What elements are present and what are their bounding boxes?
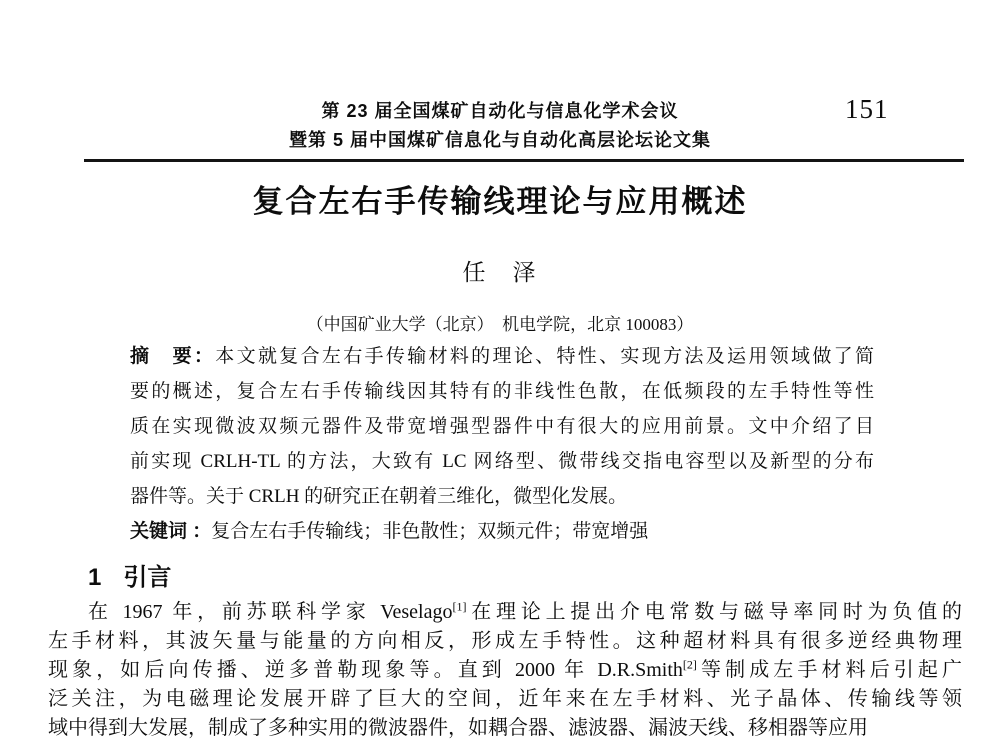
body-line-5-clipped: 域中得到大发展，制成了多种实用的微波器件，如耦合器、滤波器、漏波天线、移相器等应用 (48, 717, 868, 739)
abstract-line-1-text: 本文就复合左右手传输材料的理论、特性、实现方法及运用领域做了简 (215, 346, 874, 367)
body-line-1 (48, 598, 962, 627)
body-line-3 (48, 656, 962, 685)
body-line-2: 左手材料，其波矢量与能量的方向相反，形成左手特性。这种超材料具有很多逆经典物理 (48, 630, 962, 652)
keywords-text: 复合左右手传输线；非色散性；双频元件；带宽增强 (211, 521, 649, 542)
citation-ref-2: [2] (682, 657, 697, 672)
conference-title-line2: 暨第 5 届中国煤矿信息化与自动化高层论坛论文集 (288, 130, 711, 150)
author-name: 任 泽 (462, 260, 538, 285)
section-title: 引言 (123, 564, 172, 591)
body-line-1-rest: 在理论上提出介电常数与磁导率同时为负值的 (466, 601, 962, 623)
abstract-line-4: 前实现 CRLH-TL 的方法，大致有 LC 网络型、微带线交指电容型以及新型的分布 (130, 451, 874, 472)
citation-ref-1: [1] (452, 599, 467, 614)
keywords-line (130, 514, 874, 549)
section-heading (88, 557, 171, 592)
abstract-line-5: 器件等。关于 CRLH 的研究正在朝着三维化，微型化发展。 (130, 486, 628, 507)
abstract-label: 摘 要： (130, 346, 216, 367)
article-title: 复合左右手传输线理论与应用概述 (252, 184, 748, 219)
header-rule (84, 159, 964, 162)
conference-title-line1: 第 23 届全国煤矿自动化与信息化学术会议 (321, 101, 679, 121)
abstract-block (130, 339, 874, 549)
abstract-line-3: 质在实现微波双频元器件及带宽增强型器件中有很大的应用前景。文中介绍了目 (130, 416, 874, 437)
abstract-line-1 (130, 339, 874, 374)
body-line-3-rest: 等制成左手材料后引起广 (696, 659, 962, 681)
body-line-3-text: 现象，如后向传播、逆多普勒现象等。直到 2000 年 D.R.Smith (48, 659, 683, 681)
abstract-line-2: 要的概述，复合左右手传输线因其特有的非线性色散，在低频段的左手特性等性 (130, 381, 874, 402)
body-line-4: 泛关注，为电磁理论发展开辟了巨大的空间，近年来在左手材料、光子晶体、传输线等领 (48, 688, 962, 710)
section-number: 1 (88, 564, 102, 591)
author-affiliation: （中国矿业大学（北京） 机电学院，北京 100083） (306, 315, 694, 334)
intro-paragraph (48, 598, 962, 743)
keywords-label: 关键词 ： (130, 521, 212, 542)
page-number: 151 (845, 94, 889, 124)
body-line-1-text: 在 1967 年，前苏联科学家 Veselago (88, 601, 453, 623)
